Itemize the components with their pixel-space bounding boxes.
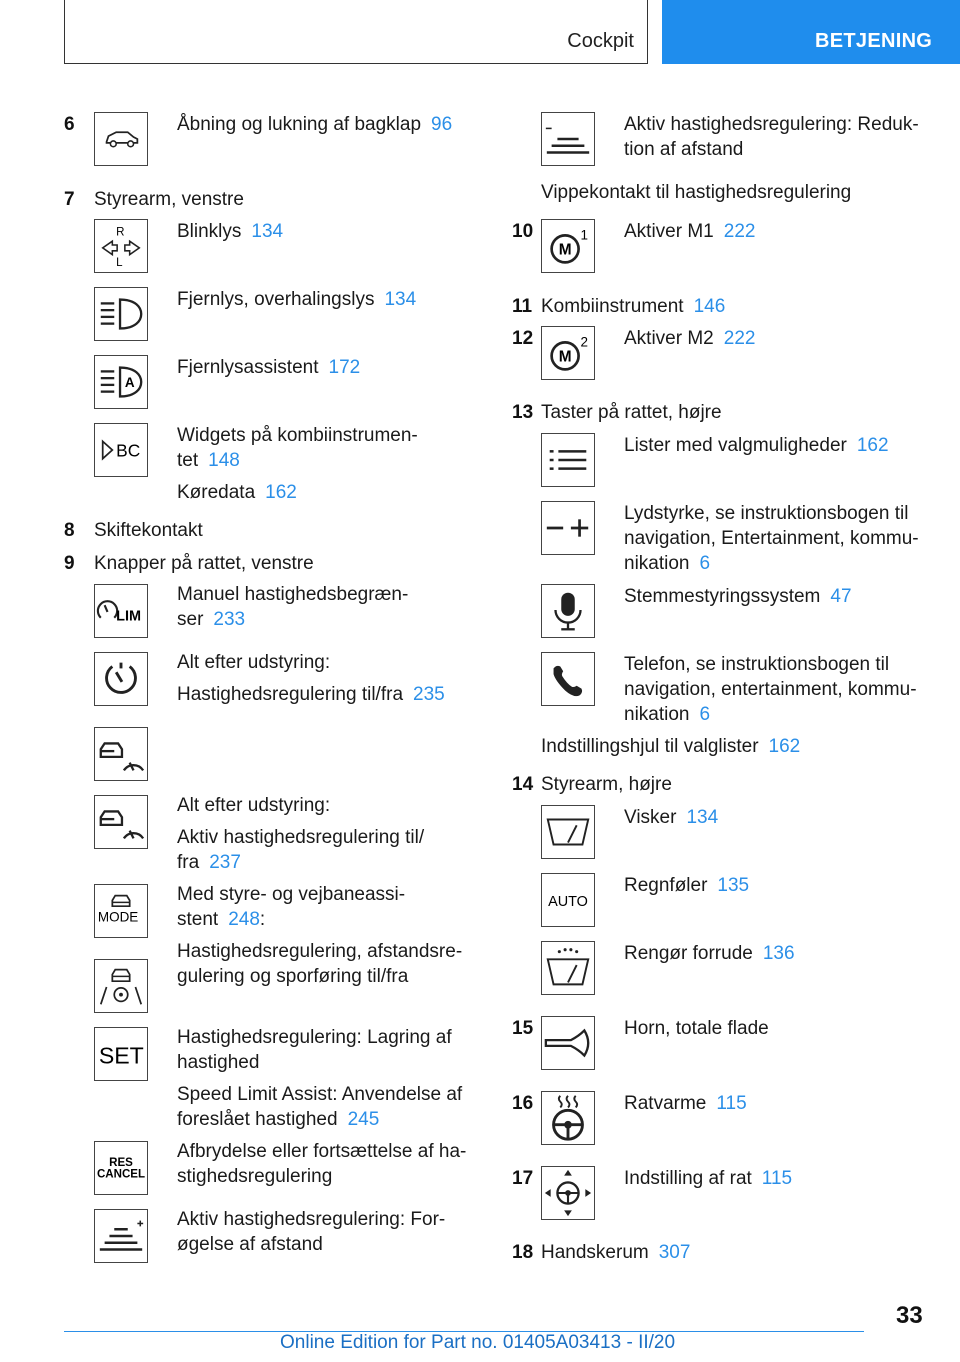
item-number: 11 <box>512 296 533 317</box>
auto-button-icon <box>541 873 595 927</box>
entry-text: Aktiv hastighedsregulering til/ <box>177 827 425 848</box>
icon-letter-r: R <box>116 226 125 239</box>
entry-text: Manuel hastighedsbegræn- <box>177 584 409 605</box>
icon-label-m: M <box>558 241 572 259</box>
item-number: 14 <box>512 774 534 795</box>
page-ref-link[interactable]: 307 <box>658 1242 691 1263</box>
icon-letter-a: A <box>124 374 135 390</box>
entry-text: Fjernlysassistent <box>177 357 319 378</box>
steering-adjust-icon <box>541 1166 595 1220</box>
page-ref-link[interactable]: 47 <box>830 586 852 607</box>
item-number: 18 <box>512 1242 534 1263</box>
icon-label-bc: BC <box>116 440 141 461</box>
entry-text: Lister med valgmuligheder <box>624 435 847 456</box>
entry-text: tion af afstand <box>624 139 744 160</box>
icon-label-m: M <box>558 348 572 366</box>
entry-text: Horn, totale flade <box>624 1018 769 1039</box>
entry-text: Indstillingshjul til valglister <box>541 736 759 757</box>
entry-text: ser <box>177 609 204 630</box>
entry-text: Blinklys <box>177 221 242 242</box>
m2-button-icon <box>541 326 595 380</box>
entry-text: foreslået hastighed <box>177 1109 338 1130</box>
active-cruise-control-icon <box>94 795 148 849</box>
entry-text: Med styre- og vejbaneassi- <box>177 884 406 905</box>
entry-text: Visker <box>624 807 677 828</box>
page-ref-link[interactable]: 96 <box>431 114 453 135</box>
page-ref-link[interactable]: 172 <box>328 357 361 378</box>
wiper-icon <box>541 805 595 859</box>
distance-decrease-icon <box>541 112 595 166</box>
page-ref-link[interactable]: 222 <box>723 328 756 349</box>
list-icon <box>541 433 595 487</box>
entry-text: Aktiver M2 <box>624 328 714 349</box>
entry-text: Afbrydelse eller fortsættelse af ha- <box>177 1141 467 1162</box>
entry-text: Speed Limit Assist: Anvendelse af <box>177 1084 463 1105</box>
lane-keeping-icon <box>94 959 148 1013</box>
icon-label-cancel: CANCEL <box>96 1168 146 1181</box>
entry-heading: Handskerum <box>541 1242 649 1263</box>
entry-heading: Skiftekontakt <box>94 520 203 541</box>
icon-letter-l: L <box>116 257 123 270</box>
page-number: 33 <box>896 1302 923 1329</box>
entry-text: hastighed <box>177 1052 260 1073</box>
entry-text: Stemmestyringssystem <box>624 586 821 607</box>
m1-button-icon <box>541 219 595 273</box>
page-ref-link[interactable]: 134 <box>686 807 719 828</box>
entry-text: tet <box>177 450 199 471</box>
entry-heading: Taster på rattet, højre <box>541 402 722 423</box>
entry-text: Aktiv hastighedsregulering: For- <box>177 1209 446 1230</box>
high-beam-icon <box>94 287 148 341</box>
icon-label-lim: LIM <box>116 608 142 625</box>
page-ref-link[interactable]: 245 <box>347 1109 380 1130</box>
entry-text: Rengør forrude <box>624 943 753 964</box>
entry-text: Hastighedsregulering: Lagring af <box>177 1027 452 1048</box>
item-number: 16 <box>512 1093 534 1114</box>
entry-heading: Styrearm, venstre <box>94 189 244 210</box>
entry-text: navigation, Entertainment, kommu- <box>624 528 919 549</box>
entry-text: Aktiver M1 <box>624 221 714 242</box>
page-ref-link[interactable]: 248 <box>228 909 260 930</box>
page-ref-link[interactable]: 136 <box>762 943 795 964</box>
entry-text: Ratvarme <box>624 1093 707 1114</box>
page-ref-link[interactable]: 6 <box>699 553 711 574</box>
chapter-tab[interactable] <box>662 0 960 64</box>
tailgate-icon <box>94 112 148 166</box>
entry-text: Hastighedsregulering, afstandsre- <box>177 941 463 962</box>
entry-text: Lydstyrke, se instruktionsbogen til <box>624 503 909 524</box>
icon-label-set: SET <box>98 1042 144 1069</box>
item-number: 7 <box>64 189 75 210</box>
page-ref-link[interactable]: 237 <box>209 852 241 873</box>
page-ref-link[interactable]: 115 <box>716 1093 747 1114</box>
page-ref-link[interactable]: 162 <box>768 736 801 757</box>
section-title: Cockpit <box>567 30 634 52</box>
entry-text: nikation <box>624 704 690 725</box>
chapter-tab-label: BETJENING <box>815 30 933 52</box>
distance-increase-icon <box>94 1209 148 1263</box>
entry-text: øgelse af afstand <box>177 1234 323 1255</box>
page-ref-link[interactable]: 148 <box>208 450 240 471</box>
icon-label-1: 1 <box>580 227 589 243</box>
cruise-control-icon <box>94 652 148 706</box>
icon-label-auto: AUTO <box>548 893 588 910</box>
page-ref-link[interactable]: 162 <box>265 482 297 503</box>
entry-text: Køredata <box>177 482 256 503</box>
entry-text: Vippekontakt til hastighedsregulering <box>541 182 852 203</box>
washer-icon <box>541 941 595 995</box>
entry-text: navigation, entertainment, kommu- <box>624 679 917 700</box>
entry-text: gulering og sporføring til/fra <box>177 966 409 987</box>
icon-label-res: RES <box>109 1157 133 1170</box>
entry-text: stent <box>177 909 219 930</box>
set-button-icon <box>94 1027 148 1081</box>
page-ref-link[interactable]: 115 <box>761 1168 793 1189</box>
entry-heading: Knapper på rattet, venstre <box>94 553 314 574</box>
entry-text: Regnføler <box>624 875 708 896</box>
item-number: 13 <box>512 402 534 423</box>
entry-text: stighedsregulering <box>177 1166 333 1187</box>
res-cancel-icon <box>94 1141 148 1195</box>
item-number: 17 <box>512 1168 534 1189</box>
phone-icon <box>541 652 595 706</box>
item-number: 15 <box>512 1018 534 1039</box>
horn-icon <box>541 1016 595 1070</box>
bc-button-icon <box>94 423 148 477</box>
item-number: 9 <box>64 553 75 574</box>
entry-heading: Styrearm, højre <box>541 774 672 795</box>
page-ref-link[interactable]: 233 <box>213 609 246 630</box>
drive-mode-icon <box>94 884 148 938</box>
item-number: 10 <box>512 221 534 242</box>
page-ref-link[interactable]: 222 <box>723 221 756 242</box>
entry-text: : <box>259 909 266 930</box>
turn-signal-icon <box>94 219 148 273</box>
entry-heading: Kombiinstrument <box>541 296 684 317</box>
item-number: 12 <box>512 328 534 349</box>
entry-text: Fjernlys, overhalingslys <box>177 289 375 310</box>
active-cruise-control-icon <box>94 727 148 781</box>
page-ref-link[interactable]: 134 <box>384 289 417 310</box>
microphone-icon <box>541 584 595 638</box>
entry-text: fra <box>177 852 200 873</box>
entry-text: Aktiv hastighedsregulering: Reduk- <box>624 114 919 135</box>
entry-text: Widgets på kombiinstrumen- <box>177 425 418 446</box>
steering-wheel-heating-icon <box>541 1091 595 1145</box>
entry-text: nikation <box>624 553 690 574</box>
icon-label-mode: MODE <box>97 909 139 925</box>
speed-limiter-icon <box>94 584 148 638</box>
icon-label-2: 2 <box>580 334 589 350</box>
footer-text: Online Edition for Part no. 01405A03413 - II/20 <box>280 1332 676 1353</box>
header-frame <box>64 0 648 64</box>
entry-text: Telefon, se instruktionsbogen til <box>624 654 890 675</box>
item-number: 6 <box>64 114 75 135</box>
page-ref-link[interactable]: 135 <box>717 875 750 896</box>
page-ref-link[interactable]: 162 <box>856 435 889 456</box>
volume-icon <box>541 501 595 555</box>
entry-text: Alt efter udstyring: <box>177 795 331 816</box>
entry-text: Indstilling af rat <box>624 1168 752 1189</box>
high-beam-assistant-icon <box>94 355 148 409</box>
entry-text: Åbning og lukning af bagklap <box>177 114 422 135</box>
entry-text: Hastighedsregulering til/fra <box>177 684 404 705</box>
entry-text: Alt efter udstyring: <box>177 652 331 673</box>
page-ref-link[interactable]: 146 <box>693 296 726 317</box>
page-ref-link[interactable]: 235 <box>413 684 445 705</box>
item-number: 8 <box>64 520 75 541</box>
footer-edition <box>280 1332 675 1354</box>
page-ref-link[interactable]: 134 <box>251 221 284 242</box>
page-ref-link[interactable]: 6 <box>699 704 711 725</box>
